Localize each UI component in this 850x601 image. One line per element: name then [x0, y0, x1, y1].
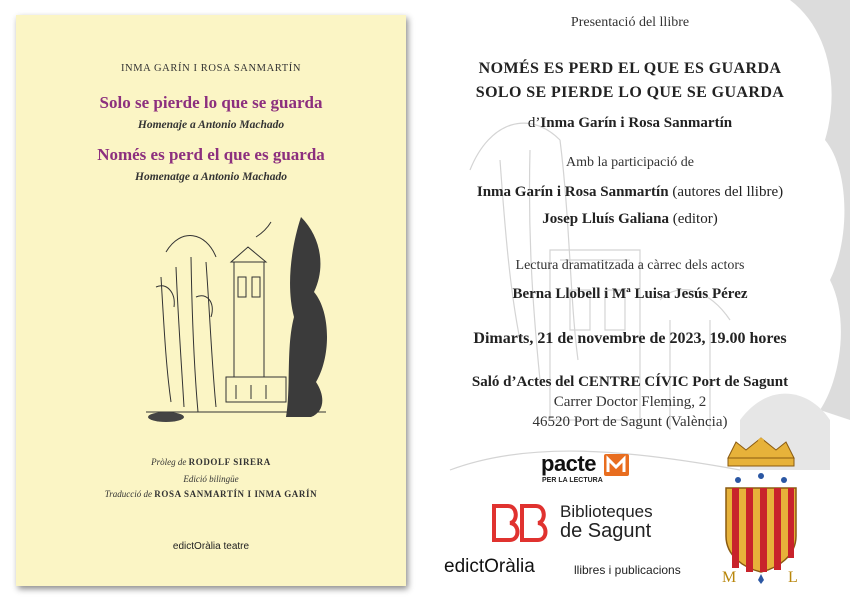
cover-authors: INMA GARÍN I ROSA SANMARTÍN — [120, 63, 302, 74]
event-date: Dimarts, 21 de novembre de 2023, 19.00 hores — [473, 330, 787, 347]
bb-icon — [492, 504, 552, 542]
shield-letter-right: L — [788, 569, 798, 586]
biblioteques-logo — [492, 500, 672, 548]
cover-subtitle-es: Homenaje a Antonio Machado — [137, 119, 285, 131]
cover-publisher-logo: edictOràlia teatre — [172, 541, 250, 552]
participants-authors: Inma Garín i Rosa Sanmartín (autores del llibre) — [476, 184, 784, 200]
venue-city: 46520 Port de Sagunt (València) — [532, 414, 728, 430]
presentation-label: Presentació del llibre — [570, 15, 690, 30]
shield-letter-left: M — [722, 569, 737, 586]
biblioteques-line2: de Sagunt — [560, 520, 652, 542]
cover-edition: Edició bilingüe — [183, 474, 239, 484]
edictoralia-tagline: llibres i publicacions — [574, 563, 681, 577]
cover-illustration — [136, 207, 336, 422]
participants-editor: Josep Lluís Galiana (editor) — [542, 211, 718, 227]
event-title-es: SOLO SE PIERDE LO QUE SE GUARDA — [475, 84, 785, 101]
cover-prologue: Pròleg de RODOLF SIRERA — [151, 457, 271, 467]
reading-label: Lectura dramatitzada a càrrec dels actors — [515, 258, 745, 273]
coat-of-arms-icon — [716, 436, 806, 586]
participation-label: Amb la participació de — [566, 155, 694, 170]
actors-names: Berna Llobell i Mª Luisa Jesús Pérez — [512, 286, 748, 302]
cover-subtitle-ca: Homenatge a Antonio Machado — [135, 171, 287, 183]
event-authors-line: d’Inma Garín i Rosa Sanmartín — [527, 115, 733, 131]
cover-title-ca: Només es perd el que es guarda — [97, 145, 325, 164]
book-cover — [16, 15, 406, 586]
event-title-ca: NOMÉS ES PERD EL QUE ES GUARDA — [478, 60, 782, 77]
edictoralia-logo: edictOràlia — [444, 556, 535, 577]
pacte-m-icon — [604, 454, 629, 476]
pacte-wordmark: pacte — [541, 451, 596, 476]
cover-title-es: Solo se pierde lo que se guarda — [99, 93, 323, 112]
venue-name: Saló d’Actes del CENTRE CÍVIC Port de Sagunt — [471, 374, 789, 390]
venue-street: Carrer Doctor Fleming, 2 — [553, 394, 707, 410]
cover-translation: Traducció de ROSA SANMARTÍN I INMA GARÍN — [104, 489, 318, 499]
biblioteques-line1: Biblioteques — [560, 502, 653, 521]
pacte-subtitle: PER LA LECTURA — [542, 477, 603, 484]
pacte-logo — [541, 451, 631, 489]
